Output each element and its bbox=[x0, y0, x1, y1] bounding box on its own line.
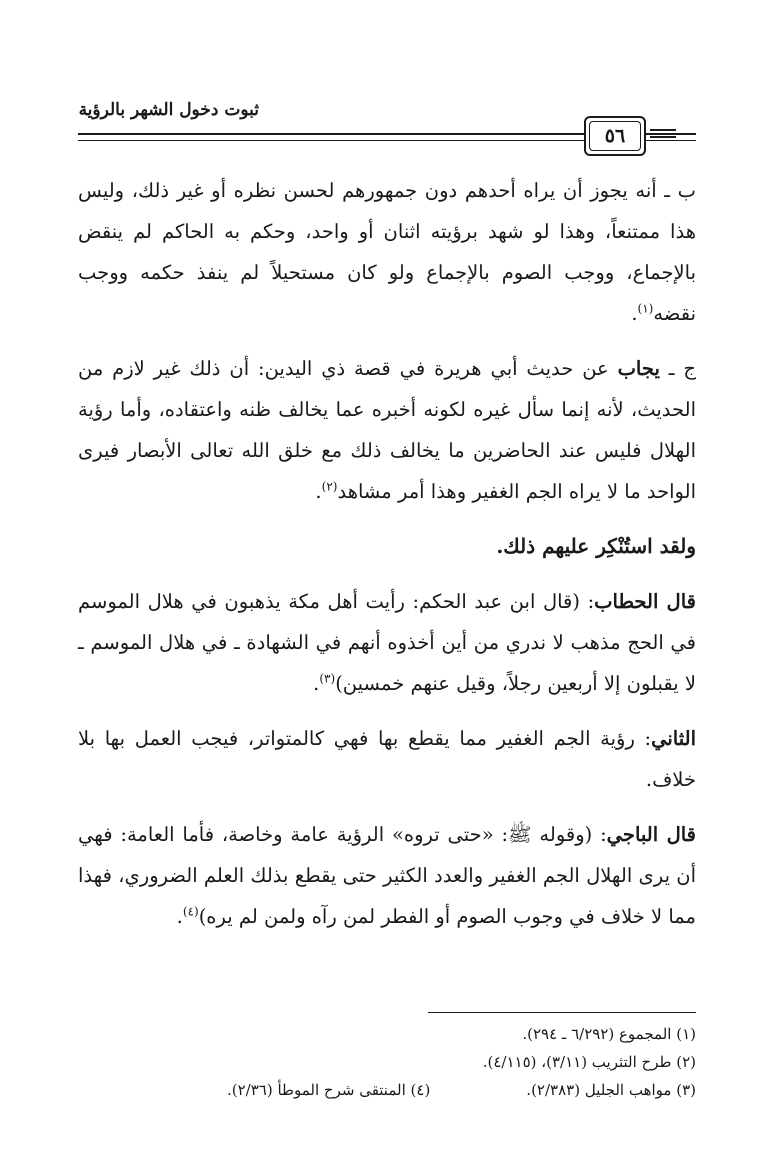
paragraph-2-end: . bbox=[315, 480, 322, 503]
footnote-row-1 bbox=[78, 1020, 696, 1048]
page-number: ٥٦ bbox=[604, 125, 626, 147]
paragraph-2-lead: ج ـ bbox=[659, 357, 696, 380]
paragraph-5-text: : (وقوله ﷺ: «حتى تروه» الرؤية عامة وخاصة، فأما العامة: فهي أن يرى الهلال الجم الغفير والعدد الكثير حتى يقطع بذلك العلم الضروري، فهذا مما لا خلاف في وجوب الصوم أو الفطر لمن رآه ولمن لم يره) bbox=[78, 823, 696, 928]
paragraph-2-bold: يجاب bbox=[617, 357, 660, 380]
footnote-2: (٢) طرح التثريب (٣/١١)، (٤/١١٥). bbox=[482, 1053, 696, 1071]
footnote-row-3 bbox=[78, 1076, 696, 1104]
footnote-4: (٤) المنتقى شرح الموطأ (٢/٣٦). bbox=[226, 1081, 431, 1099]
paragraph-4-text: : رؤية الجم الغفير مما يقطع بها فهي كالمتواتر، فيجب العمل بها بلا خلاف. bbox=[78, 727, 696, 791]
paragraph-5-bold: قال الباجي bbox=[606, 823, 696, 846]
footnote-row-2 bbox=[78, 1048, 696, 1076]
header-double-dash bbox=[650, 129, 676, 143]
paragraph-3-bold: قال الحطاب bbox=[594, 590, 696, 613]
paragraph-4 bbox=[78, 718, 696, 800]
footnote-ref-1: (١) bbox=[637, 301, 654, 316]
footnote-1: (١) المجموع (٦/٢٩٢ ـ ٢٩٤). bbox=[522, 1025, 696, 1043]
paragraph-3 bbox=[78, 581, 696, 704]
paragraph-3-end: . bbox=[313, 672, 320, 695]
footnotes bbox=[78, 1020, 696, 1104]
footnote-ref-3: (٣) bbox=[319, 671, 336, 686]
running-title: ثبوت دخول الشهر بالرؤية bbox=[78, 100, 259, 120]
paragraph-5-end: . bbox=[176, 905, 183, 928]
footnote-3: (٣) مواهب الجليل (٢/٣٨٣). bbox=[526, 1081, 696, 1099]
page-number-box bbox=[584, 116, 646, 156]
footnote-ref-2: (٢) bbox=[321, 479, 338, 494]
paragraph-1-text: ب ـ أنه يجوز أن يراه أحدهم دون جمهورهم لحسن نظره أو غير ذلك، وليس هذا ممتنعاً، وهذا لو شهد برؤيته اثنان أو واحد، وحكم به الحاكم لم ينقض بالإجماع، ووجب الصوم بالإجماع ولو كان مستحيلاً لم ينفذ حكمه ووجب نقضه bbox=[78, 179, 696, 325]
footnote-separator bbox=[428, 1012, 696, 1013]
paragraph-2-text: عن حديث أبي هريرة في قصة ذي اليدين: أن ذلك غير لازم من الحديث، لأنه إنما سأل غيره لكونه أخبره عما يخالف ظنه واعتقاده، وأما رؤية الهلال فليس عند الحاضرين ما يخالف ذلك مع خلق الله تعالى الأبصار فيرى الواحد ما لا يراه الجم الغفير وهذا أمر مشاهد bbox=[78, 357, 696, 503]
body-text bbox=[78, 170, 696, 937]
paragraph-1 bbox=[78, 170, 696, 334]
paragraph-3-text: : (قال ابن عبد الحكم: رأيت أهل مكة يذهبون في هلال الموسم في الحج مذهب لا ندري من أين أخذوه أنهم في الشهادة ـ في هلال الموسم ـ لا يقبلون إلا أربعين رجلاً، وقيل عنهم خمسين) bbox=[78, 590, 696, 695]
paragraph-5 bbox=[78, 814, 696, 937]
section-heading: ولقد استُنْكِر عليهم ذلك. bbox=[496, 534, 696, 558]
footnote-ref-4: (٤) bbox=[182, 904, 199, 919]
paragraph-2 bbox=[78, 348, 696, 512]
paragraph-4-bold: الثاني bbox=[651, 727, 696, 750]
paragraph-1-end: . bbox=[631, 302, 638, 325]
